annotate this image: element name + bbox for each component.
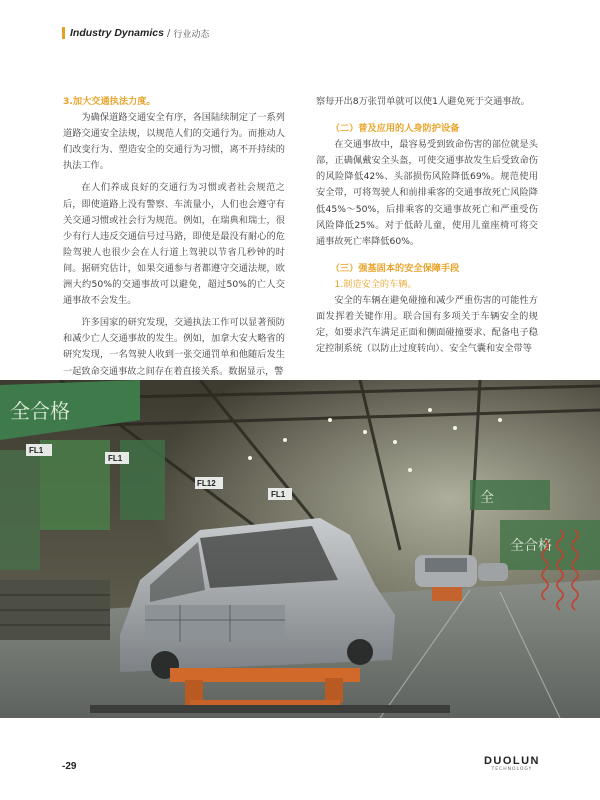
section-title-separator: / [166, 27, 171, 39]
factory-assembly-line-photo [0, 380, 600, 718]
paragraph: 在人们养成良好的交通行为习惯或者社会规范之后，即使道路上没有警察、车流量小，人们也会遵守有关交通习惯或社会行为规范。例如，在瑞典和瑞士，很少有行人违反交通信号过马路，即使是最没有耐心的危险驾驶人也很少会在人行道上驾驶以节省几秒钟的时间。据研究估计，如果交通参与者都遵守交通法规，欧洲大约50%的交通事故可以避免，超过50%的亡人交通事故不会发生。 [63, 182, 285, 307]
photo-sign-text: 全合格 [10, 399, 70, 423]
subsection-heading: 1.制造安全的车辆。 [334, 278, 417, 290]
page-number: -29 [62, 761, 77, 772]
photo-sign-text: FL1 [108, 454, 123, 463]
photo-sign-text: FL1 [271, 490, 286, 499]
section-heading: （三）强基固本的安全保障手段 [330, 262, 460, 274]
brand-logo [484, 755, 540, 772]
photo-sign-text: 全 [480, 490, 494, 506]
paragraph: 在交通事故中，最容易受到致命伤害的部位就是头部，正确佩戴安全头盔，可使交通事故发生后受致命伤的风险降低42%、头部损伤风险降低69%。规范使用安全带，可将驾驶人和前排乘客的交通事故死亡风险降低45%～50%，后排乘客的交通事故死亡和严重受伤风险降低25%。对于低龄儿童，使用儿童座椅可将交通事故死亡率降低60%。 [316, 139, 538, 247]
left-text-column [63, 94, 285, 380]
section-header [62, 26, 209, 40]
paragraph: 许多国家的研究发现，交通执法工作可以显著预防和减少亡人交通事故的发生。例如，加拿大安大略省的研究发现，一名驾驶人收到一张交通罚单和他随后发生一起致命交通事故之间存在着直接关系。数据显示，警 [63, 317, 285, 377]
section-title-zh: 行业动态 [173, 29, 210, 40]
brand-subtitle: TECHNOLOGY [491, 767, 533, 772]
paragraph: 为确保道路交通安全有序，各国陆续制定了一系列道路交通安全法规，以规范人们的交通行为。而推动人们改变行为、塑造安全的交通行为习惯，离不开持续的执法工作。 [63, 112, 285, 172]
paragraph: 安全的车辆在避免碰撞和减少严重伤害的可能性方面发挥着关键作用。联合国有多项关于车辆安全的规定，如要求汽车满足正面和侧面碰撞要求、配备电子稳定控制系统（以防止过度转向）、安全气囊和安全带等 [316, 295, 538, 355]
right-text-column [316, 94, 538, 357]
paragraph: 察每开出8万张罚单就可以使1人避免死于交通事故。 [316, 96, 530, 107]
photo-sign-text: FL12 [197, 479, 216, 488]
header-accent-bar [62, 27, 65, 39]
section-heading: （二）普及应用的人身防护设备 [330, 123, 460, 135]
section-title-en: Industry Dynamics [70, 27, 164, 39]
subsection-heading: 3.加大交通执法力度。 [63, 96, 156, 107]
photo-sign-text: FL1 [29, 446, 44, 455]
brand-name: DUOLUN [483, 755, 540, 767]
photo-sign-text: 全合格 [510, 538, 552, 554]
